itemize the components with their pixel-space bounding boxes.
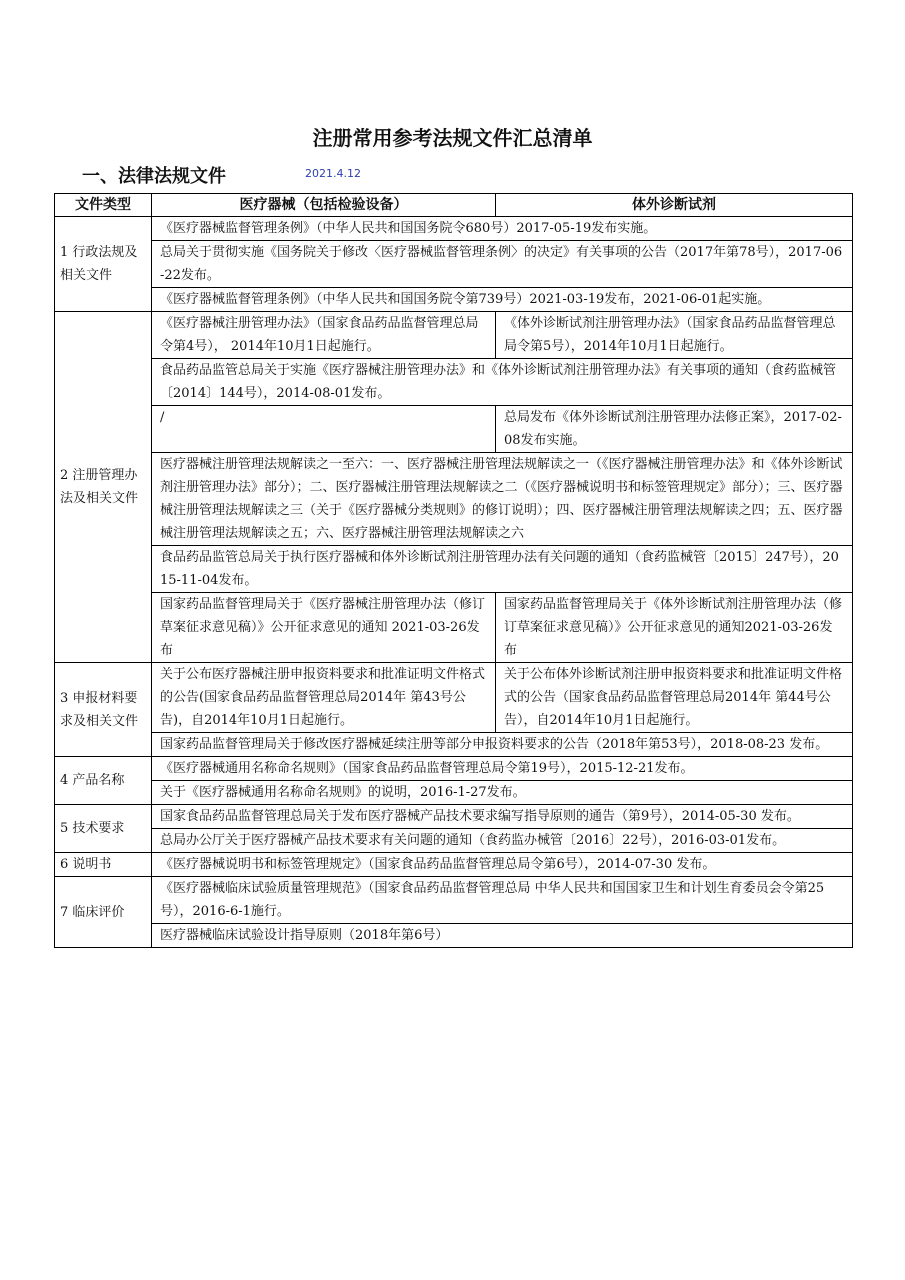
shared-regulation-cell: 《医疗器械临床试验质量管理规范》（国家食品药品监督管理总局 中华人民共和国国家卫生和计划生育委员会令第25号），2016-6-1施行。 [152,877,853,924]
table-row [55,359,853,406]
header-medical-device: 医疗器械（包括检验设备） [152,194,496,217]
category-cell: 3 申报材料要求及相关文件 [55,663,152,757]
category-cell: 6 说明书 [55,853,152,877]
category-cell: 4 产品名称 [55,757,152,805]
table-row [55,217,853,241]
page-title: 注册常用参考法规文件汇总清单 [312,126,593,150]
device-regulation-cell: 《医疗器械注册管理办法》（国家食品药品监督管理总局令第4号）， 2014年10月1日起施行。 [152,312,496,359]
header-ivd: 体外诊断试剂 [496,194,853,217]
ivd-regulation-cell: 《体外诊断试剂注册管理办法》（国家食品药品监督管理总局令第5号），2014年10月1日起施行。 [496,312,853,359]
ivd-regulation-cell: 国家药品监督管理局关于《体外诊断试剂注册管理办法（修订草案征求意见稿）》公开征求意见的通知2021-03-26发布 [496,593,853,663]
shared-regulation-cell: 关于《医疗器械通用名称命名规则》的说明，2016-1-27发布。 [152,781,853,805]
shared-regulation-cell: 食品药品监管总局关于实施《医疗器械注册管理办法》和《体外诊断试剂注册管理办法》有关事项的通知（食药监械管〔2014〕144号），2014-08-01发布。 [152,359,853,406]
table-row [55,406,853,453]
category-cell: 2 注册管理办法及相关文件 [55,312,152,663]
date-stamp: 2021.4.12 [305,167,361,180]
table-body [55,217,853,948]
table-row [55,288,853,312]
table-row [55,805,853,829]
table-row [55,733,853,757]
table-row [55,757,853,781]
device-regulation-cell: 国家药品监督管理局关于《医疗器械注册管理办法（修订草案征求意见稿）》公开征求意见的通知 2021-03-26发布 [152,593,496,663]
shared-regulation-cell: 国家食品药品监督管理总局关于发布医疗器械产品技术要求编写指导原则的通告（第9号），2014-05-30 发布。 [152,805,853,829]
device-regulation-cell: / [152,406,496,453]
shared-regulation-cell: 《医疗器械监督管理条例》（中华人民共和国国务院令第739号）2021-03-19发布，2021-06-01起实施。 [152,288,853,312]
table-row [55,853,853,877]
table-header-row [55,194,853,217]
shared-regulation-cell: 《医疗器械说明书和标签管理规定》（国家食品药品监督管理总局令第6号），2014-07-30 发布。 [152,853,853,877]
shared-regulation-cell: 总局办公厅关于医疗器械产品技术要求有关问题的通知（食药监办械管〔2016〕22号），2016-03-01发布。 [152,829,853,853]
shared-regulation-cell: 《医疗器械监督管理条例》（中华人民共和国国务院令680号）2017-05-19发布实施。 [152,217,853,241]
category-cell: 1 行政法规及相关文件 [55,217,152,312]
shared-regulation-cell: 《医疗器械通用名称命名规则》（国家食品药品监督管理总局令第19号），2015-12-21发布。 [152,757,853,781]
regulations-table [54,193,853,948]
table-row [55,829,853,853]
shared-regulation-cell: 医疗器械临床试验设计指导原则（2018年第6号） [152,924,853,948]
shared-regulation-cell: 食品药品监管总局关于执行医疗器械和体外诊断试剂注册管理办法有关问题的通知（食药监械管〔2015〕247号），2015-11-04发布。 [152,546,853,593]
table-row [55,663,853,733]
ivd-regulation-cell: 关于公布体外诊断试剂注册申报资料要求和批准证明文件格式的公告（国家食品药品监督管理总局2014年 第44号公告），自2014年10月1日起施行。 [496,663,853,733]
table-row [55,593,853,663]
category-cell: 7 临床评价 [55,877,152,948]
category-cell: 5 技术要求 [55,805,152,853]
table-row [55,546,853,593]
table-row [55,877,853,924]
shared-regulation-cell: 总局关于贯彻实施《国务院关于修改〈医疗器械监督管理条例〉的决定》有关事项的公告（2017年第78号），2017-06-22发布。 [152,241,853,288]
table-row [55,241,853,288]
table-row [55,781,853,805]
section-heading: 一、法律法规文件 [82,166,226,187]
device-regulation-cell: 关于公布医疗器械注册申报资料要求和批准证明文件格式的公告(国家食品药品监督管理总局2014年 第43号公告)，自2014年10月1日起施行。 [152,663,496,733]
table-row [55,453,853,546]
shared-regulation-cell: 医疗器械注册管理法规解读之一至六：一、医疗器械注册管理法规解读之一（《医疗器械注册管理办法》和《体外诊断试剂注册管理办法》部分）；二、医疗器械注册管理法规解读之二（《医疗器械说明书和标签管理规定》部分）；三、医疗器械注册管理法规解读之三（关于《医疗器械分类规则》的修订说明）；四、医疗器械注册管理法规解读之四；五、医疗器械注册管理法规解读之五；六、医疗器械注册管理法规解读之六 [152,453,853,546]
shared-regulation-cell: 国家药品监督管理局关于修改医疗器械延续注册等部分申报资料要求的公告（2018年第53号），2018-08-23 发布。 [152,733,853,757]
header-file-type: 文件类型 [55,194,152,217]
table-row [55,312,853,359]
table-row [55,924,853,948]
ivd-regulation-cell: 总局发布《体外诊断试剂注册管理办法修正案》，2017-02-08发布实施。 [496,406,853,453]
